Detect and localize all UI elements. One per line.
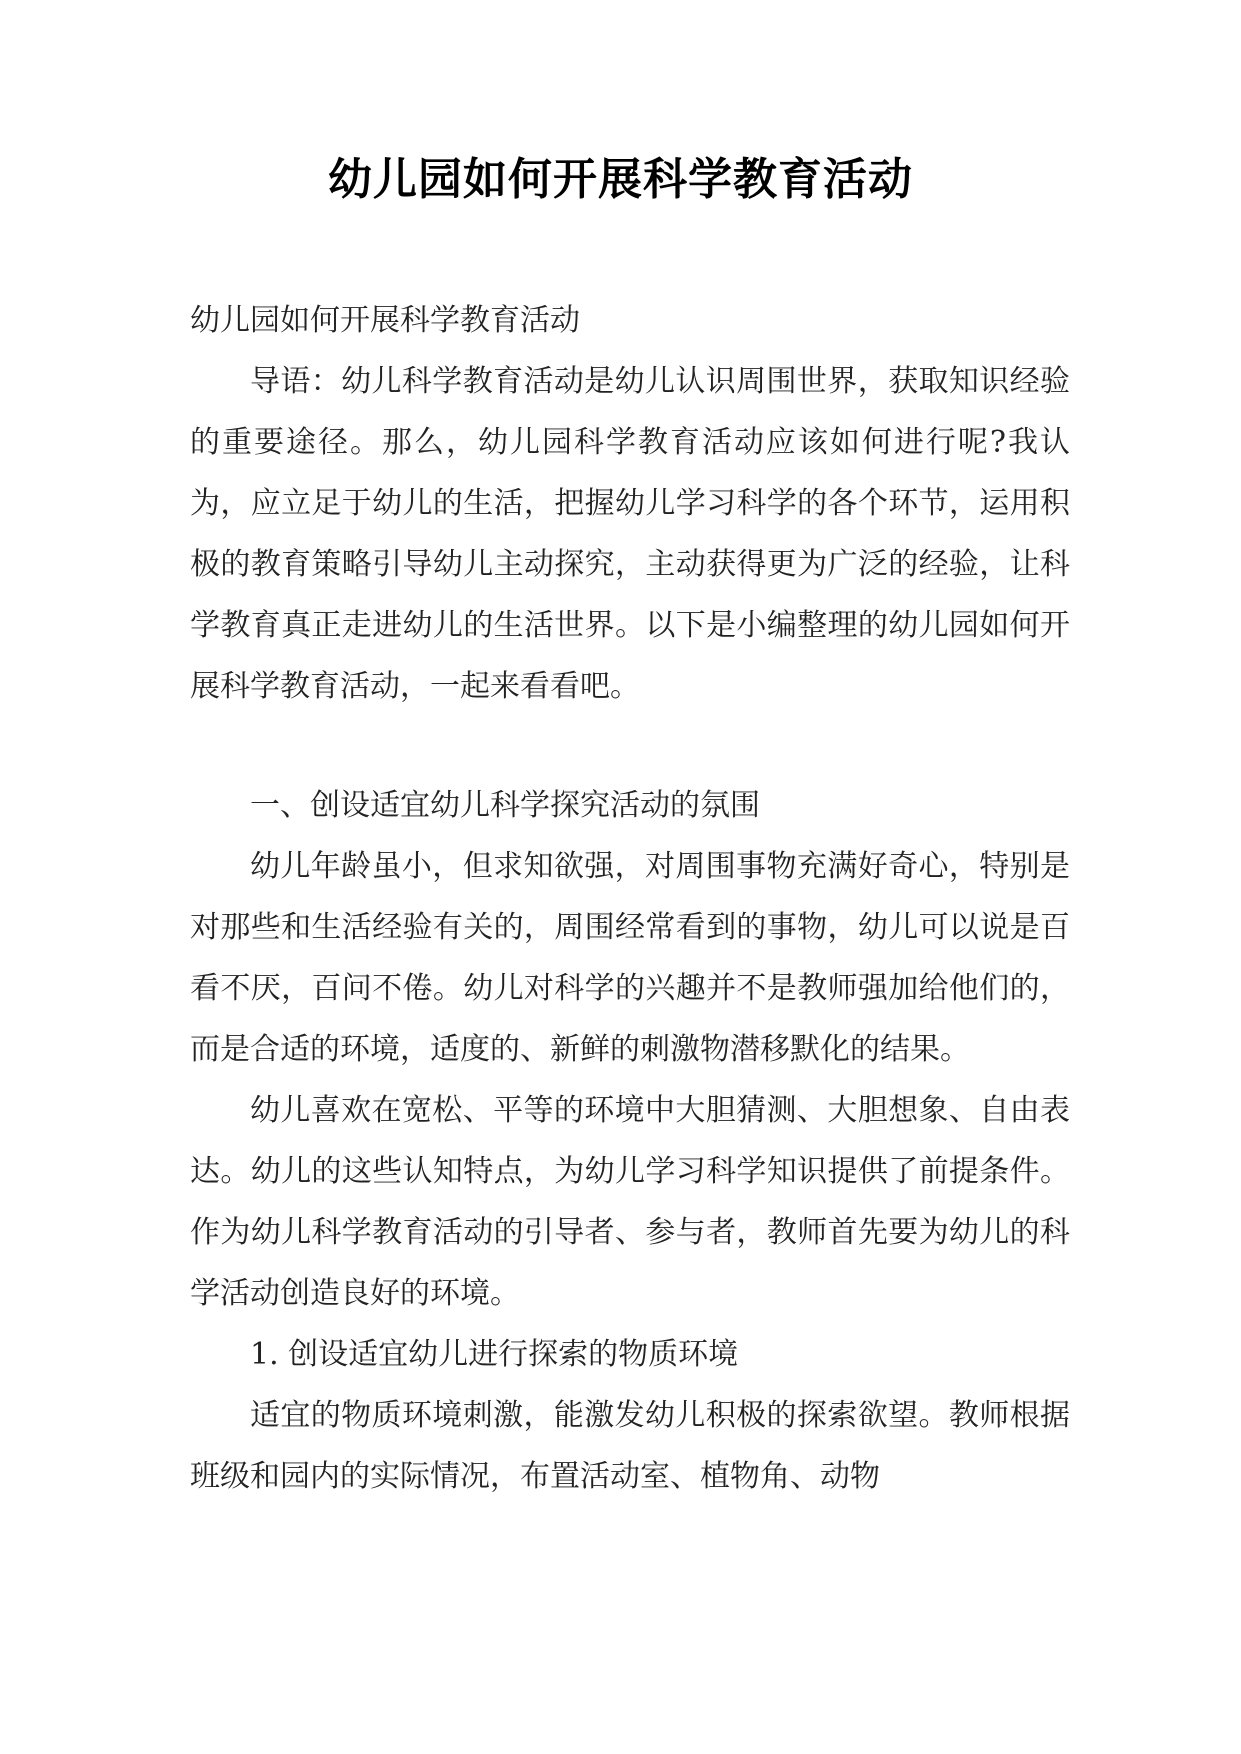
body-paragraph: 幼儿年龄虽小，但求知欲强，对周围事物充满好奇心，特别是对那些和生活经验有关的，周围经常看到的事物，幼儿可以说是百看不厌，百问不倦。幼儿对科学的兴趣并不是教师强加给他们的，而是合适的环境，适度的、新鲜的刺激物潜移默化的结果。	[190, 849, 1070, 1067]
body-paragraph: 幼儿喜欢在宽松、平等的环境中大胆猜测、大胆想象、自由表达。幼儿的这些认知特点，为幼儿学习科学知识提供了前提条件。作为幼儿科学教育活动的引导者、参与者，教师首先要为幼儿的科学活动创造良好的环境。	[190, 1093, 1070, 1311]
subtitle-paragraph: 幼儿园如何开展科学教育活动	[190, 303, 580, 338]
document-body	[190, 290, 1070, 1507]
document-title: 幼儿园如何开展科学教育活动	[328, 154, 913, 205]
paragraph-spacer	[190, 717, 1070, 775]
subsection-heading: 1. 创设适宜幼儿进行探索的物质环境	[250, 1337, 739, 1372]
intro-paragraph: 导语：幼儿科学教育活动是幼儿认识周围世界，获取知识经验的重要途径。那么，幼儿园科学教育活动应该如何进行呢?我认为，应立足于幼儿的生活，把握幼儿学习科学的各个环节，运用积极的教育策略引导幼儿主动探究，主动获得更为广泛的经验，让科学教育真正走进幼儿的生活世界。以下是小编整理的幼儿园如何开展科学教育活动，一起来看看吧。	[190, 364, 1070, 704]
body-paragraph: 适宜的物质环境刺激，能激发幼儿积极的探索欲望。教师根据班级和园内的实际情况，布置活动室、植物角、动物	[190, 1398, 1070, 1494]
section-heading: 一、创设适宜幼儿科学探究活动的氛围	[250, 788, 760, 823]
